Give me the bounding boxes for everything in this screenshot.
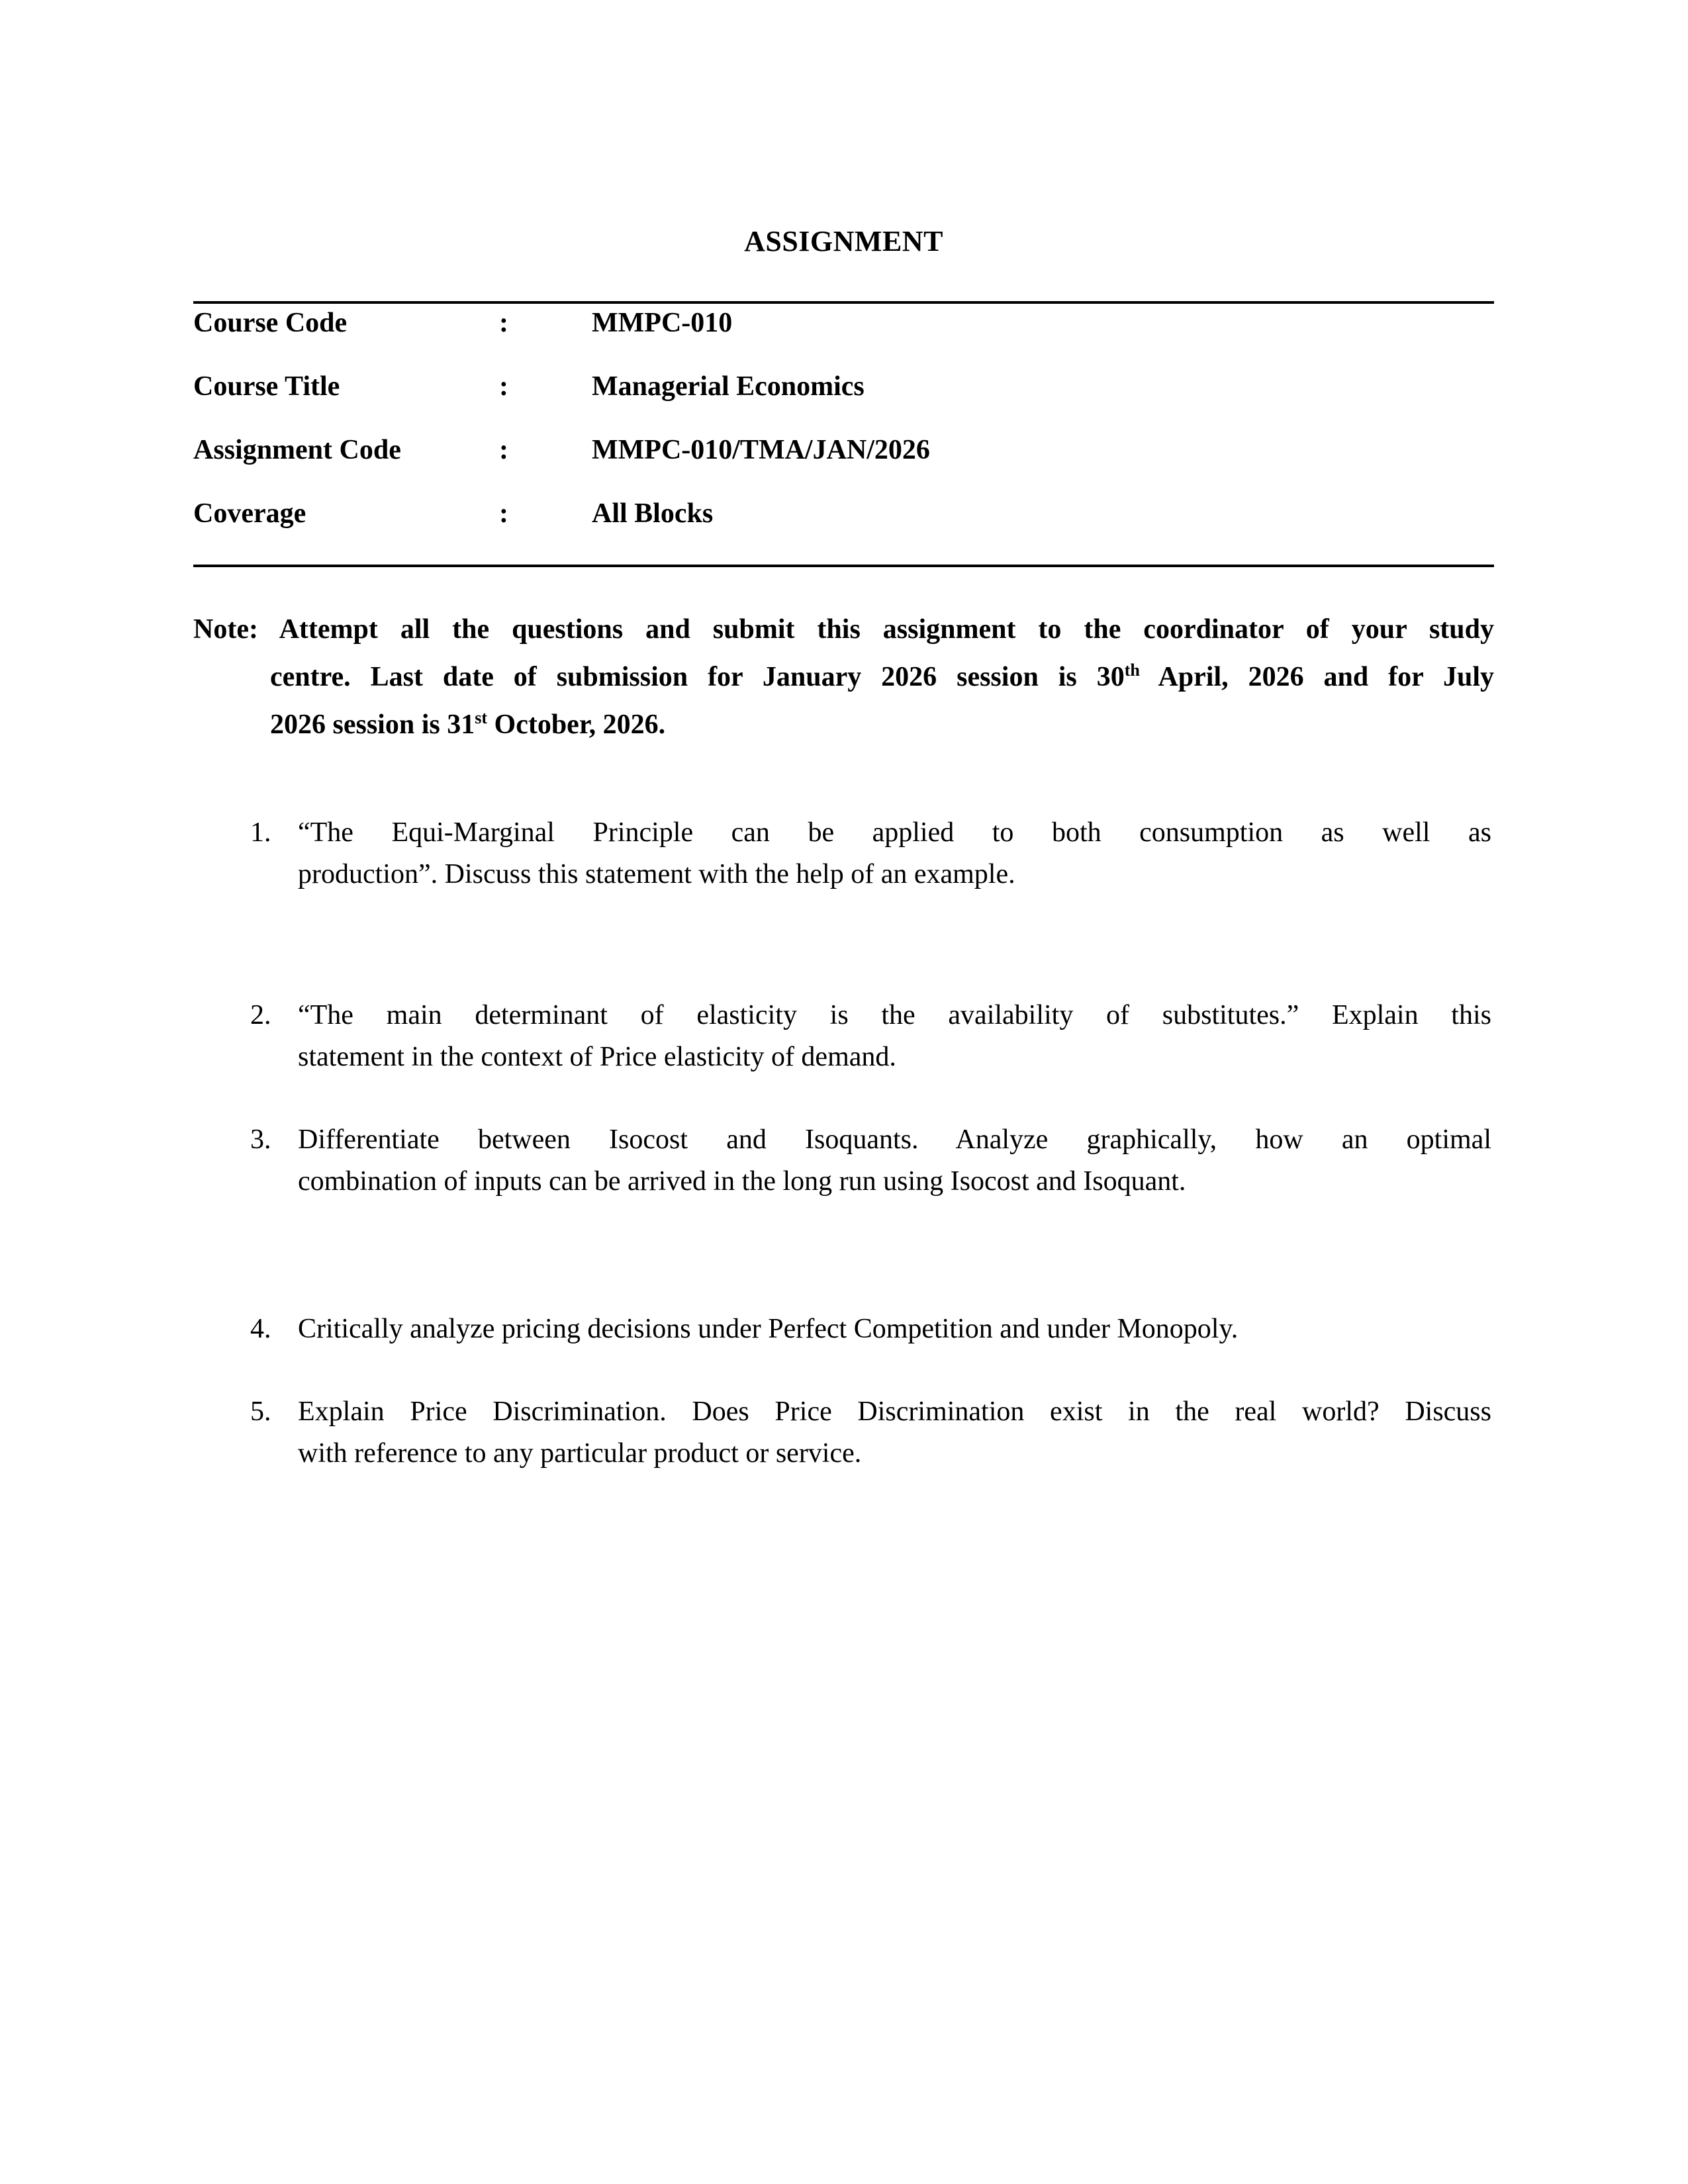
course-code-value: MMPC-010	[592, 307, 733, 338]
note-line-3-part-b: October, 2026.	[487, 709, 666, 741]
question-text	[298, 1391, 1494, 1475]
question-line: Differentiate between Isocost and Isoquants. Analyze graphically, how an optimal	[298, 1124, 1491, 1156]
table-row	[193, 435, 1494, 498]
spacer	[193, 1078, 1494, 1119]
page-title: ASSIGNMENT	[744, 225, 943, 257]
question-text	[298, 995, 1494, 1078]
note-line-2-part-b: April, 2026 and for July	[1139, 661, 1494, 692]
question-line: combination of inputs can be arrived in the long run using Isocost and Isoquant.	[298, 1166, 1186, 1197]
question-number: 1.	[250, 817, 271, 848]
list-item	[193, 1119, 1494, 1203]
colon-separator: :	[499, 434, 508, 465]
question-line: “The Equi-Marginal Principle can be applied to both consumption as well as	[298, 817, 1491, 848]
note-line-1: Note: Attempt all the questions and submit this assignment to the coordinator of your study	[193, 614, 1494, 645]
coverage-value: All Blocks	[592, 498, 714, 529]
question-list	[193, 812, 1494, 1475]
question-number: 4.	[250, 1314, 271, 1345]
list-item	[193, 995, 1494, 1078]
question-text	[298, 812, 1494, 895]
question-number: 3.	[250, 1124, 271, 1156]
ordinal-suffix-th: th	[1124, 660, 1140, 680]
question-line: with reference to any particular product or service.	[298, 1438, 862, 1469]
spacer	[193, 895, 1494, 995]
course-info-table	[193, 301, 1494, 567]
list-item	[193, 812, 1494, 895]
question-number: 2.	[250, 1000, 271, 1031]
document-content	[193, 0, 1494, 1475]
ordinal-suffix-st: st	[475, 708, 488, 728]
question-number: 5.	[250, 1396, 271, 1428]
note-line-3-part-a: 2026 session is 31	[270, 709, 475, 741]
course-title-value: Managerial Economics	[592, 371, 865, 402]
list-item	[193, 1308, 1494, 1350]
table-row	[193, 308, 1494, 371]
colon-separator: :	[499, 498, 508, 529]
question-line: statement in the context of Price elasticity of demand.	[298, 1042, 896, 1073]
list-item	[193, 1391, 1494, 1475]
spacer	[193, 1350, 1494, 1391]
submission-note	[193, 606, 1494, 749]
question-line: Explain Price Discrimination. Does Price Discrimination exist in the real world? Discuss	[298, 1396, 1491, 1428]
note-line-2-part-a: centre. Last date of submission for January 2026 session is 30	[270, 661, 1125, 692]
note-line-2	[193, 653, 1494, 701]
question-line: Critically analyze pricing decisions under Perfect Competition and under Monopoly.	[298, 1314, 1239, 1345]
table-row	[193, 371, 1494, 435]
course-title-label: Course Title	[193, 371, 340, 402]
course-code-label: Course Code	[193, 307, 348, 338]
coverage-label: Coverage	[193, 498, 306, 529]
colon-separator: :	[499, 307, 508, 338]
question-line: “The main determinant of elasticity is the availability of substitutes.” Explain this	[298, 1000, 1491, 1031]
question-line: production”. Discuss this statement with the help of an example.	[298, 859, 1015, 890]
question-text	[298, 1308, 1494, 1350]
assignment-code-label: Assignment Code	[193, 434, 401, 465]
question-text	[298, 1119, 1494, 1203]
assignment-code-value: MMPC-010/TMA/JAN/2026	[592, 434, 930, 465]
note-line-3	[193, 701, 1494, 749]
table-row	[193, 498, 1494, 562]
colon-separator: :	[499, 371, 508, 402]
spacer	[193, 1203, 1494, 1308]
